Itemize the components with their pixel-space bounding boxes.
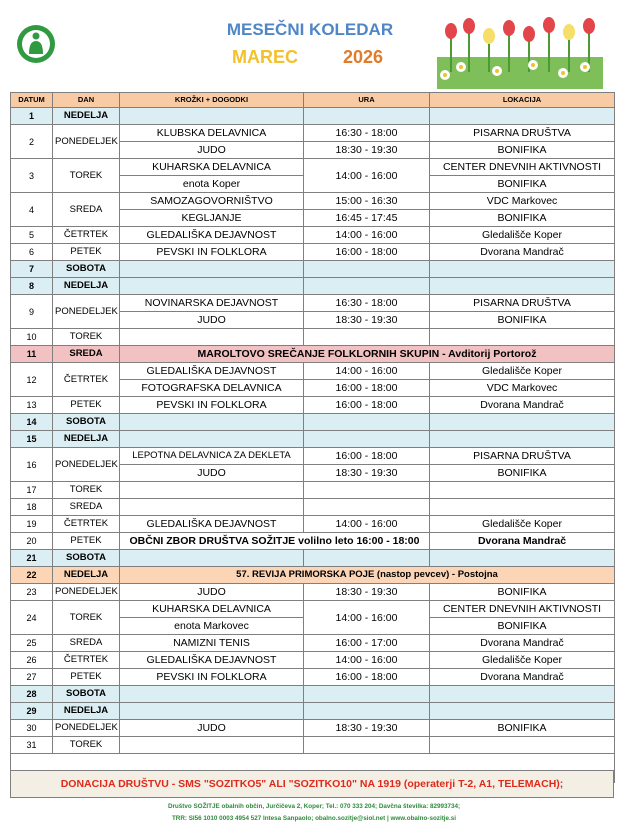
table-row xyxy=(11,737,615,754)
table-row xyxy=(11,278,615,295)
donation-banner: DONACIJA DRUŠTVU - SMS "SOZITKO5" ALI "SOZITKO10" NA 1919 (operaterji T-2, A1, TELEMACH); xyxy=(10,770,614,798)
date-cell: 18 xyxy=(11,499,53,516)
day-cell: TOREK xyxy=(53,159,120,193)
event-cell: JUDO xyxy=(120,142,304,159)
date-cell: 12 xyxy=(11,363,53,397)
date-cell: 6 xyxy=(11,244,53,261)
date-cell: 23 xyxy=(11,584,53,601)
table-row xyxy=(11,703,615,720)
date-cell: 13 xyxy=(11,397,53,414)
time-cell: 16:00 - 18:00 xyxy=(304,669,430,686)
date-cell: 21 xyxy=(11,550,53,567)
time-cell: 14:00 - 16:00 xyxy=(304,227,430,244)
date-cell: 10 xyxy=(11,329,53,346)
calendar-title: MESEČNI KOLEDAR xyxy=(226,20,394,39)
time-cell: 18:30 - 19:30 xyxy=(304,465,430,482)
location-cell: BONIFIKA xyxy=(430,465,615,482)
day-cell: NEDELJA xyxy=(53,567,120,584)
table-row xyxy=(11,159,615,176)
day-cell: PETEK xyxy=(53,669,120,686)
date-cell: 29 xyxy=(11,703,53,720)
day-cell: PONEDELJEK xyxy=(53,448,120,482)
table-row xyxy=(11,499,615,516)
date-cell: 16 xyxy=(11,448,53,482)
table-row xyxy=(11,227,615,244)
day-cell: ČETRTEK xyxy=(53,516,120,533)
event-cell: enota Koper xyxy=(120,176,304,193)
time-cell: 16:30 - 18:00 xyxy=(304,125,430,142)
time-cell: 16:00 - 17:00 xyxy=(304,635,430,652)
column-header: KROŽKI + DOGODKI xyxy=(120,93,304,108)
table-row xyxy=(11,533,615,550)
table-row xyxy=(11,397,615,414)
location-cell: BONIFIKA xyxy=(430,584,615,601)
location-cell: Dvorana Mandrač xyxy=(430,244,615,261)
event-cell: NAMIZNI TENIS xyxy=(120,635,304,652)
column-header: DATUM xyxy=(11,93,53,108)
table-row xyxy=(11,363,615,380)
day-cell: ČETRTEK xyxy=(53,652,120,669)
date-cell: 2 xyxy=(11,125,53,159)
table-row xyxy=(11,601,615,618)
table-row xyxy=(11,295,615,312)
table-row xyxy=(11,652,615,669)
time-cell: 16:00 - 18:00 xyxy=(304,448,430,465)
day-cell: ČETRTEK xyxy=(53,227,120,244)
day-cell: SREDA xyxy=(53,499,120,516)
date-cell: 28 xyxy=(11,686,53,703)
day-cell: PONEDELJEK xyxy=(53,584,120,601)
date-cell: 19 xyxy=(11,516,53,533)
date-cell: 9 xyxy=(11,295,53,329)
day-cell: PETEK xyxy=(53,244,120,261)
date-cell: 7 xyxy=(11,261,53,278)
time-cell: 18:30 - 19:30 xyxy=(304,142,430,159)
event-cell: GLEDALIŠKA DEJAVNOST xyxy=(120,227,304,244)
event-cell: JUDO xyxy=(120,465,304,482)
location-cell: VDC Markovec xyxy=(430,380,615,397)
location-cell: Dvorana Mandrač xyxy=(430,533,615,550)
time-cell: 18:30 - 19:30 xyxy=(304,312,430,329)
time-cell: 16:00 - 18:00 xyxy=(304,380,430,397)
day-cell: TOREK xyxy=(53,482,120,499)
table-row xyxy=(11,261,615,278)
day-cell: SOBOTA xyxy=(53,261,120,278)
event-cell: JUDO xyxy=(120,720,304,737)
table-row xyxy=(11,516,615,533)
event-cell: GLEDALIŠKA DEJAVNOST xyxy=(120,652,304,669)
day-cell: SOBOTA xyxy=(53,550,120,567)
location-cell: Gledališče Koper xyxy=(430,652,615,669)
day-cell: TOREK xyxy=(53,737,120,754)
event-cell: JUDO xyxy=(120,312,304,329)
time-cell: 14:00 - 16:00 xyxy=(304,363,430,380)
column-header: DAN xyxy=(53,93,120,108)
location-cell: VDC Markovec xyxy=(430,193,615,210)
location-cell: Gledališče Koper xyxy=(430,516,615,533)
date-cell: 1 xyxy=(11,108,53,125)
date-cell: 26 xyxy=(11,652,53,669)
table-row xyxy=(11,635,615,652)
month-label: MAREC xyxy=(232,47,298,67)
table-row xyxy=(11,669,615,686)
table-row xyxy=(11,346,615,363)
table-row xyxy=(11,193,615,210)
date-cell: 17 xyxy=(11,482,53,499)
date-cell: 25 xyxy=(11,635,53,652)
special-event-cell: MAROLTOVO SREČANJE FOLKLORNIH SKUPIN - Avditorij Portorož xyxy=(120,346,615,363)
location-cell: BONIFIKA xyxy=(430,312,615,329)
day-cell: PONEDELJEK xyxy=(53,125,120,159)
date-cell: 20 xyxy=(11,533,53,550)
location-cell: Dvorana Mandrač xyxy=(430,397,615,414)
date-cell: 22 xyxy=(11,567,53,584)
event-cell: KUHARSKA DELAVNICA xyxy=(120,159,304,176)
day-cell: SREDA xyxy=(53,346,120,363)
location-cell: BONIFIKA xyxy=(430,720,615,737)
column-header: URA xyxy=(304,93,430,108)
date-cell: 24 xyxy=(11,601,53,635)
table-row xyxy=(11,414,615,431)
time-cell: 16:45 - 17:45 xyxy=(304,210,430,227)
time-cell: 16:30 - 18:00 xyxy=(304,295,430,312)
location-cell: BONIFIKA xyxy=(430,618,615,635)
table-row xyxy=(11,431,615,448)
day-cell: PONEDELJEK xyxy=(53,295,120,329)
day-cell: ČETRTEK xyxy=(53,363,120,397)
date-cell: 14 xyxy=(11,414,53,431)
organization-logo-icon xyxy=(16,24,56,64)
date-cell: 11 xyxy=(11,346,53,363)
event-cell: GLEDALIŠKA DEJAVNOST xyxy=(120,363,304,380)
date-cell: 15 xyxy=(11,431,53,448)
day-cell: TOREK xyxy=(53,601,120,635)
location-cell: CENTER DNEVNIH AKTIVNOSTI xyxy=(430,159,615,176)
event-cell: SAMOZAGOVORNIŠTVO xyxy=(120,193,304,210)
time-cell: 14:00 - 16:00 xyxy=(304,159,430,193)
column-header: LOKACIJA xyxy=(430,93,615,108)
time-cell: 14:00 - 16:00 xyxy=(304,601,430,635)
event-cell: JUDO xyxy=(120,584,304,601)
location-cell: BONIFIKA xyxy=(430,210,615,227)
table-row xyxy=(11,686,615,703)
table-row xyxy=(11,720,615,737)
day-cell: NEDELJA xyxy=(53,108,120,125)
event-cell: PEVSKI IN FOLKLORA xyxy=(120,397,304,414)
table-row xyxy=(11,329,615,346)
day-cell: SOBOTA xyxy=(53,686,120,703)
location-cell: Dvorana Mandrač xyxy=(430,635,615,652)
location-cell: PISARNA DRUŠTVA xyxy=(430,448,615,465)
date-cell: 4 xyxy=(11,193,53,227)
date-cell: 3 xyxy=(11,159,53,193)
table-row xyxy=(11,448,615,465)
table-row xyxy=(11,584,615,601)
calendar-table xyxy=(10,92,615,783)
event-cell: PEVSKI IN FOLKLORA xyxy=(120,669,304,686)
event-cell: KUHARSKA DELAVNICA xyxy=(120,601,304,618)
table-row xyxy=(11,567,615,584)
table-row xyxy=(11,244,615,261)
day-cell: SREDA xyxy=(53,635,120,652)
event-cell: GLEDALIŠKA DEJAVNOST xyxy=(120,516,304,533)
day-cell: PETEK xyxy=(53,533,120,550)
year-label: 2026 xyxy=(343,47,384,67)
event-cell: FOTOGRAFSKA DELAVNICA xyxy=(120,380,304,397)
date-cell: 8 xyxy=(11,278,53,295)
day-cell: TOREK xyxy=(53,329,120,346)
table-row xyxy=(11,550,615,567)
day-cell: SOBOTA xyxy=(53,414,120,431)
footer-bank: TRR: SI56 1010 0003 4954 527 Intesa Sanpaolo; obalno.sozitje@siol.net | www.obalno-sozitje.si xyxy=(171,815,457,822)
special-event-cell: 57. REVIJA PRIMORSKA POJE (nastop pevcev) - Postojna xyxy=(120,567,615,584)
time-cell: 16:00 - 18:00 xyxy=(304,244,430,261)
date-cell: 5 xyxy=(11,227,53,244)
date-cell: 30 xyxy=(11,720,53,737)
time-cell: 14:00 - 16:00 xyxy=(304,652,430,669)
location-cell: CENTER DNEVNIH AKTIVNOSTI xyxy=(430,601,615,618)
event-cell: KEGLJANJE xyxy=(120,210,304,227)
day-cell: SREDA xyxy=(53,193,120,227)
event-cell: enota Markovec xyxy=(120,618,304,635)
table-row xyxy=(11,108,615,125)
time-cell: 16:00 - 18:00 xyxy=(304,397,430,414)
table-header-row xyxy=(11,93,615,108)
event-cell: NOVINARSKA DEJAVNOST xyxy=(120,295,304,312)
event-cell: KLUBSKA DELAVNICA xyxy=(120,125,304,142)
event-cell: LEPOTNA DELAVNICA ZA DEKLETA xyxy=(120,448,304,465)
location-cell: Gledališče Koper xyxy=(430,227,615,244)
location-cell: PISARNA DRUŠTVA xyxy=(430,295,615,312)
table-row xyxy=(11,125,615,142)
time-cell: 15:00 - 16:30 xyxy=(304,193,430,210)
footer-contact: Društvo SOŽITJE obalnih občin, Jurčičeva 2, Koper; Tel.: 070 333 204; Davčna številka: 82993734; xyxy=(167,803,461,810)
day-cell: NEDELJA xyxy=(53,703,120,720)
day-cell: PONEDELJEK xyxy=(53,720,120,737)
date-cell: 27 xyxy=(11,669,53,686)
special-event-cell: OBČNI ZBOR DRUŠTVA SOŽITJE volilno leto 16:00 - 18:00 xyxy=(120,533,430,550)
location-cell: BONIFIKA xyxy=(430,142,615,159)
table-row xyxy=(11,482,615,499)
time-cell: 18:30 - 19:30 xyxy=(304,584,430,601)
day-cell: NEDELJA xyxy=(53,431,120,448)
day-cell: PETEK xyxy=(53,397,120,414)
location-cell: PISARNA DRUŠTVA xyxy=(430,125,615,142)
location-cell: Dvorana Mandrač xyxy=(430,669,615,686)
time-cell: 14:00 - 16:00 xyxy=(304,516,430,533)
day-cell: NEDELJA xyxy=(53,278,120,295)
date-cell: 31 xyxy=(11,737,53,754)
location-cell: BONIFIKA xyxy=(430,176,615,193)
time-cell: 18:30 - 19:30 xyxy=(304,720,430,737)
tulips-decoration-icon xyxy=(437,17,603,89)
page-header xyxy=(0,0,628,92)
location-cell: Gledališče Koper xyxy=(430,363,615,380)
event-cell: PEVSKI IN FOLKLORA xyxy=(120,244,304,261)
